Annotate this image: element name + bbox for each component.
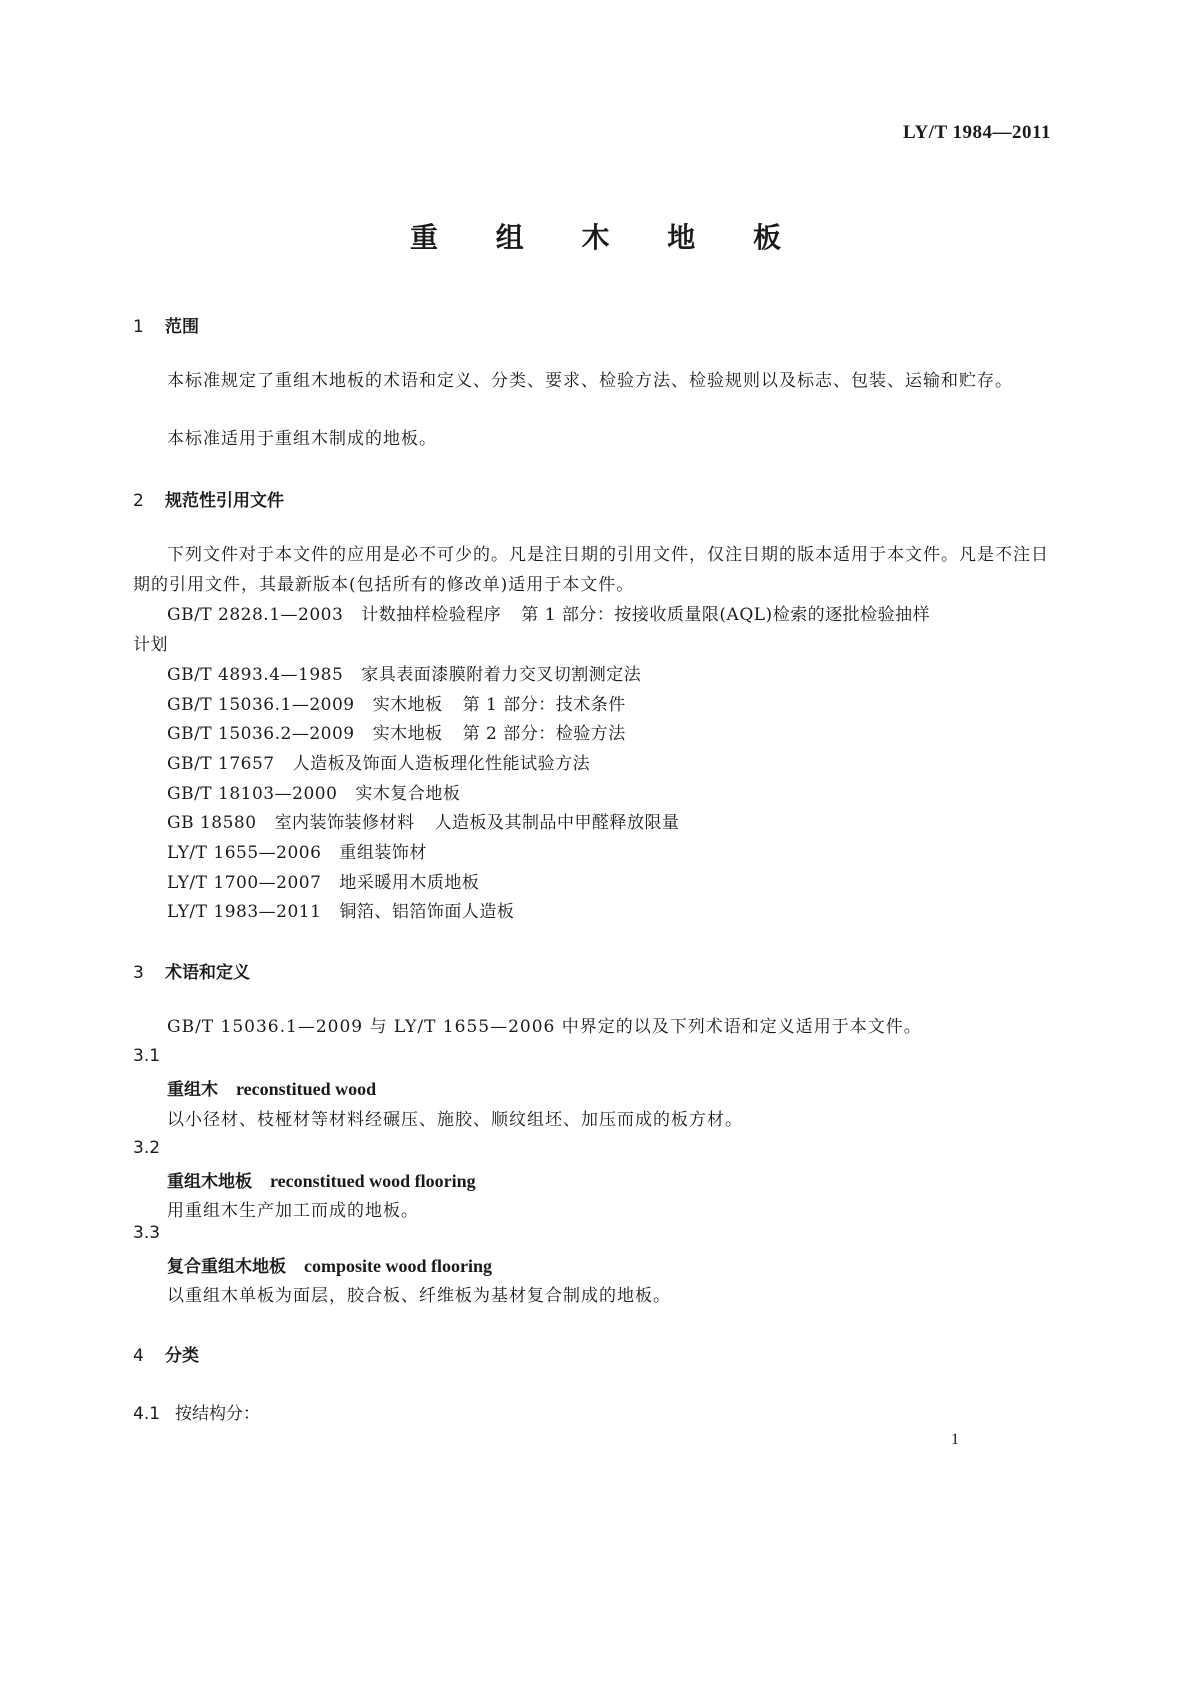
document-title: 重 组 木 地 板 [410, 221, 805, 254]
reference-title: 地采暖用木质地板 [339, 873, 480, 893]
section-2-intro: 下列文件对于本文件的应用是必不可少的。凡是注日期的引用文件，仅注日期的版本适用于本文件。凡是不注日期的引用文件，其最新版本(包括所有的修改单)适用于本文件。 [133, 545, 1049, 595]
subsection-number: 4.1 [133, 1404, 161, 1424]
reference-title: 铜箔、铝箔饰面人造板 [339, 902, 515, 922]
reference-item [167, 600, 930, 625]
reference-title: 实木复合地板 [355, 784, 461, 804]
section-title: 范围 [165, 317, 199, 337]
term-definition: 以重组木单板为面层，胶合板、纤维板为基材复合制成的地板。 [167, 1286, 671, 1306]
section-number: 3 [133, 963, 144, 983]
reference-part: 第 2 部分：检验方法 [462, 724, 626, 744]
term-number: 3.3 [133, 1223, 161, 1243]
reference-title: 室内装饰装修材料 [274, 813, 415, 833]
reference-item [167, 719, 626, 744]
reference-item [167, 897, 514, 922]
section-4-heading [133, 1341, 199, 1366]
reference-title: 实木地板 [372, 724, 443, 744]
reference-item [167, 660, 641, 685]
reference-code: LY/T 1983—2011 [167, 902, 322, 922]
term-definition: 用重组木生产加工而成的地板。 [167, 1201, 419, 1221]
reference-title: 家具表面漆膜附着力交叉切割测定法 [361, 665, 642, 685]
term-heading [167, 1252, 492, 1277]
reference-code: GB/T 15036.1—2009 [167, 695, 355, 715]
subsection-text: 按结构分： [175, 1404, 260, 1424]
reference-part: 人造板及其制品中甲醛释放限量 [434, 813, 680, 833]
section-1-paragraph-1: 本标准规定了重组木地板的术语和定义、分类、要求、检验方法、检验规则以及标志、包装、运输和贮存。 [167, 371, 1013, 391]
reference-title: 人造板及饰面人造板理化性能试验方法 [292, 754, 591, 774]
term-heading [167, 1167, 476, 1192]
term-name-en: reconstitued wood flooring [270, 1171, 476, 1191]
reference-code: GB/T 17657 [167, 754, 275, 774]
term-number: 3.2 [133, 1138, 161, 1158]
reference-part: 第 1 部分：按接收质量限(AQL)检索的逐批检验抽样 [521, 605, 931, 625]
page-number: 1 [951, 1431, 959, 1448]
reference-code: GB 18580 [167, 813, 257, 833]
section-title: 术语和定义 [165, 963, 250, 983]
term-definition: 以小径材、枝桠材等材料经碾压、施胶、顺纹组坯、加压而成的板方材。 [167, 1110, 743, 1130]
section-2-heading [133, 486, 284, 511]
reference-code: LY/T 1655—2006 [167, 843, 322, 863]
reference-title: 计数抽样检验程序 [361, 605, 502, 625]
term-name-zh: 重组木 [167, 1080, 218, 1100]
term-name-en: composite wood flooring [304, 1256, 492, 1276]
section-1-paragraph-2: 本标准适用于重组木制成的地板。 [167, 429, 437, 449]
reference-item-continuation: 计划 [133, 635, 168, 655]
standard-number: LY/T 1984—2011 [903, 122, 1051, 143]
section-1-heading [133, 312, 199, 337]
term-name-zh: 复合重组木地板 [167, 1257, 286, 1277]
reference-title: 重组装饰材 [339, 843, 427, 863]
term-heading [167, 1075, 376, 1100]
reference-code: GB/T 15036.2—2009 [167, 724, 355, 744]
reference-item [167, 749, 590, 774]
reference-code: GB/T 18103—2000 [167, 784, 338, 804]
reference-item [167, 690, 626, 715]
term-name-zh: 重组木地板 [167, 1172, 252, 1192]
reference-item [167, 808, 680, 833]
section-number: 1 [133, 317, 144, 337]
section-title: 分类 [165, 1346, 199, 1366]
reference-item [167, 868, 479, 893]
term-number: 3.1 [133, 1046, 161, 1066]
reference-code: LY/T 1700—2007 [167, 873, 322, 893]
term-name-en: reconstitued wood [236, 1079, 377, 1099]
reference-part: 第 1 部分：技术条件 [462, 695, 626, 715]
section-number: 2 [133, 491, 144, 511]
section-3-heading [133, 958, 250, 983]
reference-item [167, 779, 460, 804]
subsection-4-1 [133, 1399, 260, 1424]
reference-title: 实木地板 [372, 695, 443, 715]
reference-item [167, 838, 427, 863]
reference-code: GB/T 2828.1—2003 [167, 605, 344, 625]
section-3-intro: GB/T 15036.1—2009 与 LY/T 1655—2006 中界定的以及下列术语和定义适用于本文件。 [167, 1017, 922, 1037]
section-number: 4 [133, 1346, 144, 1366]
section-title: 规范性引用文件 [165, 491, 284, 511]
reference-code: GB/T 4893.4—1985 [167, 665, 344, 685]
